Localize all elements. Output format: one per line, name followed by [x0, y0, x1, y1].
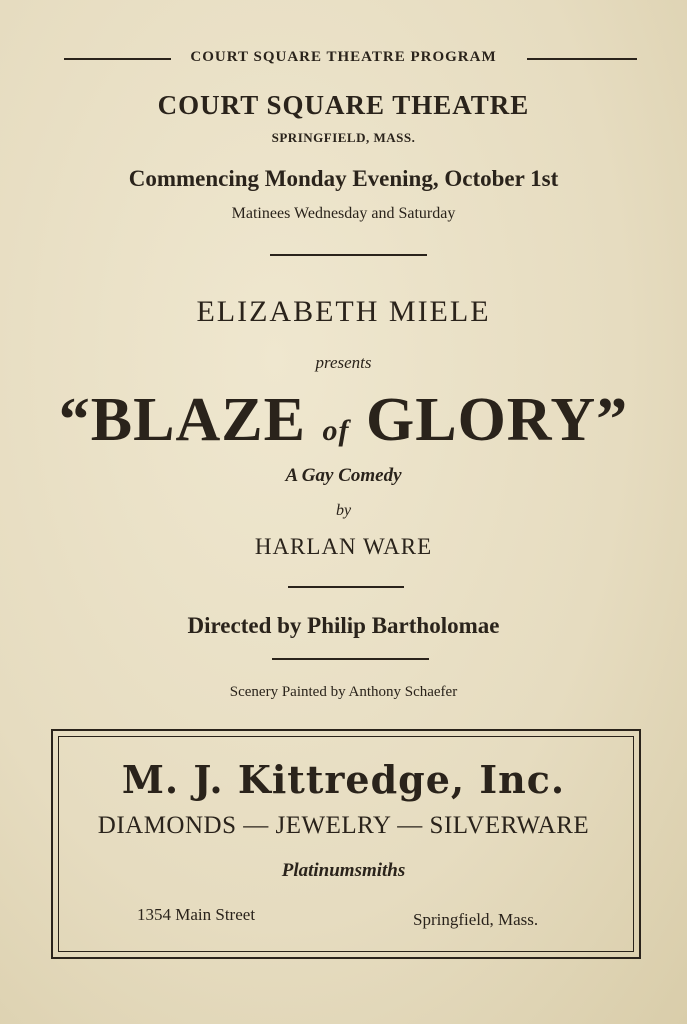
divider-rule	[270, 254, 427, 256]
advertiser-goods: DIAMONDS — JEWELRY — SILVERWARE	[97, 812, 590, 839]
divider-rule	[288, 586, 404, 588]
advertiser-city: Springfield, Mass.	[413, 910, 539, 929]
scenery-credit: Scenery Painted by Anthony Schaefer	[229, 684, 458, 700]
play-title-part1: “BLAZE	[58, 386, 306, 454]
theatre-city: SPRINGFIELD, MASS.	[271, 130, 416, 145]
play-title-part2: GLORY”	[366, 386, 629, 454]
by-text: by	[335, 502, 352, 519]
producer-name: ELIZABETH MIELE	[196, 295, 491, 328]
matinee-schedule: Matinees Wednesday and Saturday	[231, 205, 456, 222]
divider-rule	[272, 658, 429, 660]
presents-text: presents	[315, 353, 372, 372]
advertiser-tagline: Platinumsmiths	[281, 860, 406, 881]
advertiser-street: 1354 Main Street	[137, 905, 256, 924]
program-header: COURT SQUARE THEATRE PROGRAM	[190, 49, 497, 65]
play-title	[0, 385, 687, 456]
play-subtitle: A Gay Comedy	[285, 465, 402, 486]
advertiser-name: M. J. Kittredge, Inc.	[121, 757, 566, 802]
header-rule-right	[527, 58, 637, 60]
director-credit: Directed by Philip Bartholomae	[187, 613, 500, 638]
author-name: HARLAN WARE	[254, 534, 433, 559]
opening-date: Commencing Monday Evening, October 1st	[128, 166, 559, 191]
play-title-of: of	[322, 414, 350, 447]
theatre-name: COURT SQUARE THEATRE	[157, 90, 530, 120]
